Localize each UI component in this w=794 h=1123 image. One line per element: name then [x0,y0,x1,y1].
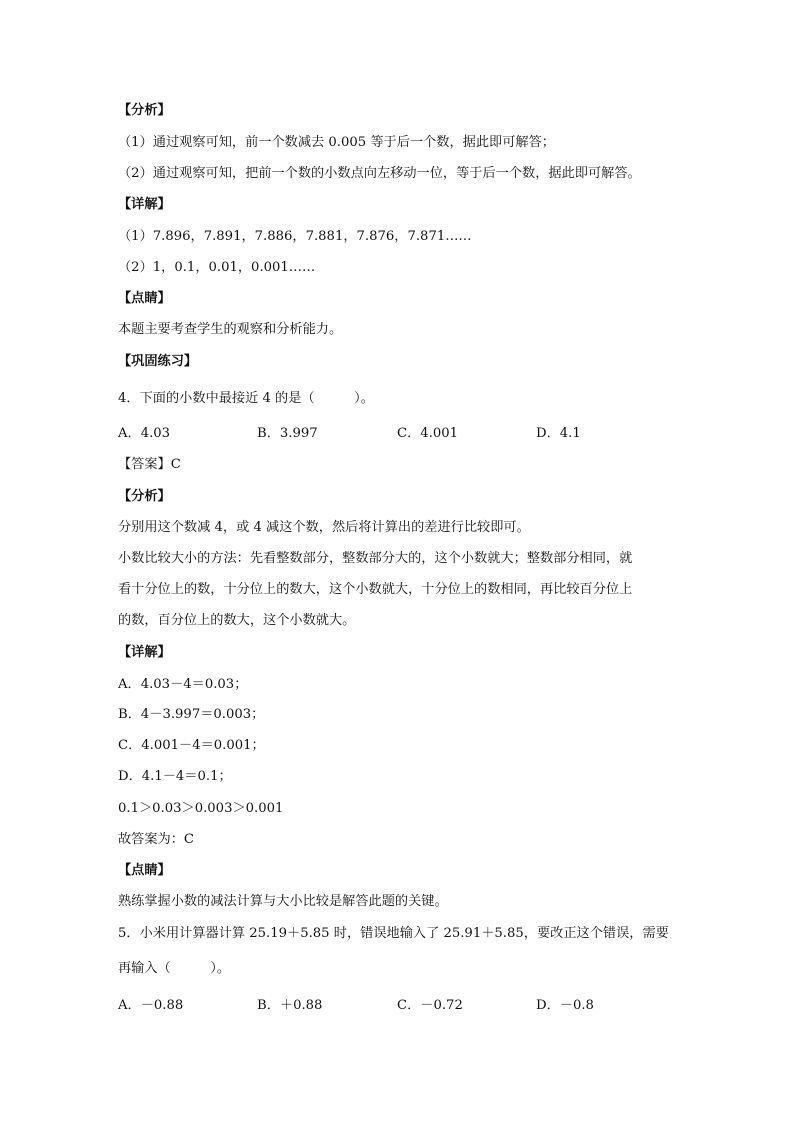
option-b: B．＋0.88 [257,998,323,1013]
analysis-line: （1）通过观察可知，前一个数减去 0.005 等于后一个数，据此即可解答； [118,135,555,150]
point-line: 熟练掌握小数的减法计算与大小比较是解答此题的关键。 [118,894,448,909]
detail-line: （2）1，0.1，0.01，0.001…… [118,260,316,275]
detail-line: A．4.03－4＝0.03； [118,677,248,692]
detail-line: C．4.001－4＝0.001； [118,738,265,753]
question-4-stem: 4．下面的小数中最接近 4 的是（ ）。 [118,391,374,406]
section-heading-analysis: 【分析】 [118,103,171,118]
question-5-stem: 5．小米用计算器计算 25.19＋5.85 时，错误地输入了 25.91＋5.85，要改正这个错误，需要 [118,926,669,941]
option-c: C．－0.72 [397,998,463,1013]
section-heading-point: 【点睛】 [118,291,171,306]
question-5-options [118,997,678,1015]
detail-line: （1）7.896，7.891，7.886，7.881，7.876，7.871…… [118,229,472,244]
option-a: A．－0.88 [118,998,184,1013]
analysis-line: 分别用这个数减 4，或 4 减这个数，然后将计算出的差进行比较即可。 [118,520,530,535]
detail-line: 0.1＞0.03＞0.003＞0.001 [118,801,284,816]
detail-line: 故答案为：C [118,832,195,847]
option-d: D．4.1 [536,426,581,441]
question-5-stem-continued: 再输入（ ）。 [118,961,231,976]
practice-heading: 【巩固练习】 [118,354,198,369]
section-heading-point: 【点睛】 [118,863,171,878]
section-heading-detail: 【详解】 [118,645,171,660]
option-d: D．－0.8 [536,998,594,1013]
answer-line: 【答案】C [118,457,181,472]
analysis-line: 的数，百分位上的数大，这个小数就大。 [118,613,356,628]
option-a: A．4.03 [118,426,171,441]
detail-line: B．4－3.997＝0.003； [118,707,265,722]
section-heading-detail: 【详解】 [118,197,171,212]
point-line: 本题主要考查学生的观察和分析能力。 [118,322,343,337]
detail-line: D．4.1－4＝0.1； [118,769,232,784]
section-heading-analysis: 【分析】 [118,489,171,504]
question-4-options [118,425,678,443]
analysis-line: （2）通过观察可知，把前一个数的小数点向左移动一位，等于后一个数，据此即可解答。 [118,166,641,181]
option-c: C．4.001 [397,426,459,441]
analysis-line: 看十分位上的数，十分位上的数大，这个小数就大，十分位上的数相同，再比较百分位上 [118,582,633,597]
analysis-line: 小数比较大小的方法：先看整数部分，整数部分大的，这个小数就大；整数部分相同，就 [118,551,633,566]
option-b: B．3.997 [257,426,318,441]
